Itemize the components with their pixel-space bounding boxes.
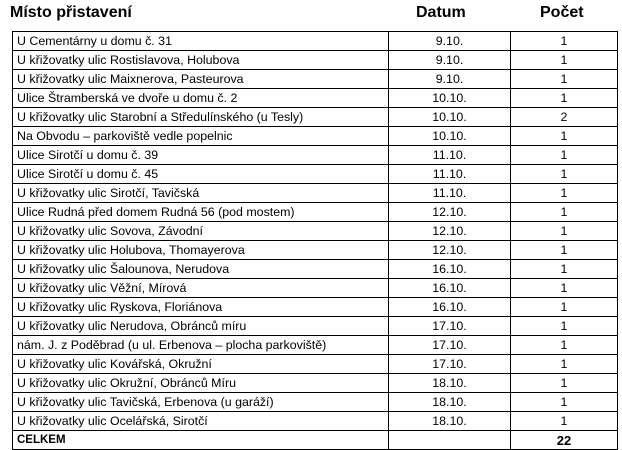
cell-date: 10.10. [389, 108, 511, 127]
cell-place: U křižovatky ulic Sirotčí, Tavičská [13, 184, 389, 203]
cell-count: 1 [511, 127, 618, 146]
cell-count: 1 [511, 393, 618, 412]
cell-place: U křižovatky ulic Holubova, Thomayerova [13, 241, 389, 260]
table-row [13, 241, 618, 260]
cell-date: 12.10. [389, 241, 511, 260]
cell-place: U křižovatky ulic Okružní, Obránců Míru [13, 374, 389, 393]
cell-count: 1 [511, 184, 618, 203]
cell-date: 10.10. [389, 127, 511, 146]
table-row [13, 412, 618, 431]
cell-place: U křižovatky ulic Věžní, Mírová [13, 279, 389, 298]
cell-place: U křižovatky ulic Ocelářská, Sirotčí [13, 412, 389, 431]
cell-place: U křižovatky ulic Tavičská, Erbenova (u garáží) [13, 393, 389, 412]
table-row [13, 146, 618, 165]
cell-date: 17.10. [389, 355, 511, 374]
cell-place: U křižovatky ulic Kovářská, Okružní [13, 355, 389, 374]
cell-count: 1 [511, 355, 618, 374]
column-header-place: Místo přistavení [10, 4, 132, 21]
cell-count: 1 [511, 51, 618, 70]
cell-count: 1 [511, 165, 618, 184]
cell-count: 1 [511, 298, 618, 317]
cell-date: 9.10. [389, 51, 511, 70]
cell-count: 1 [511, 222, 618, 241]
cell-date: 18.10. [389, 393, 511, 412]
cell-date: 18.10. [389, 412, 511, 431]
cell-count: 1 [511, 70, 618, 89]
table-row [13, 165, 618, 184]
cell-date: 10.10. [389, 89, 511, 108]
cell-date: 11.10. [389, 146, 511, 165]
cell-count: 1 [511, 260, 618, 279]
cell-place: U křižovatky ulic Šalounova, Nerudova [13, 260, 389, 279]
table-row [13, 222, 618, 241]
cell-place: U křižovatky ulic Ryskova, Floriánova [13, 298, 389, 317]
cell-count: 1 [511, 374, 618, 393]
table-row [13, 184, 618, 203]
total-count: 22 [511, 431, 618, 450]
cell-place: U křižovatky ulic Maixnerova, Pasteurova [13, 70, 389, 89]
cell-count: 1 [511, 241, 618, 260]
cell-count: 1 [511, 203, 618, 222]
cell-date: 16.10. [389, 260, 511, 279]
cell-date: 11.10. [389, 184, 511, 203]
cell-place: Ulice Štramberská ve dvoře u domu č. 2 [13, 89, 389, 108]
cell-count: 1 [511, 336, 618, 355]
column-header-date: Datum [416, 4, 466, 21]
cell-count: 1 [511, 317, 618, 336]
table-row [13, 393, 618, 412]
table-row [13, 89, 618, 108]
cell-place: U křižovatky ulic Sovova, Závodní [13, 222, 389, 241]
cell-place: U Cementárny u domu č. 31 [13, 32, 389, 51]
table-row [13, 317, 618, 336]
table-row [13, 108, 618, 127]
table-row [13, 70, 618, 89]
cell-date: 18.10. [389, 374, 511, 393]
cell-place: Ulice Rudná před domem Rudná 56 (pod mostem) [13, 203, 389, 222]
cell-count: 1 [511, 279, 618, 298]
cell-count: 1 [511, 89, 618, 108]
table-row [13, 203, 618, 222]
table-row [13, 32, 618, 51]
table-row [13, 336, 618, 355]
cell-place: U křižovatky ulic Nerudova, Obránců míru [13, 317, 389, 336]
cell-date: 17.10. [389, 317, 511, 336]
table-header [10, 0, 618, 30]
cell-date: 11.10. [389, 165, 511, 184]
cell-date: 12.10. [389, 222, 511, 241]
cell-date: 17.10. [389, 336, 511, 355]
table-row [13, 260, 618, 279]
cell-date: 9.10. [389, 70, 511, 89]
cell-place: U křižovatky ulic Starobní a Středulínského (u Tesly) [13, 108, 389, 127]
table-row [13, 279, 618, 298]
cell-date: 9.10. [389, 32, 511, 51]
cell-count: 1 [511, 146, 618, 165]
table-row [13, 298, 618, 317]
cell-count: 1 [511, 32, 618, 51]
total-label: CELKEM [13, 431, 389, 450]
table-row [13, 355, 618, 374]
table-body [13, 32, 618, 450]
cell-place: nám. J. z Poděbrad (u ul. Erbenova – plocha parkoviště) [13, 336, 389, 355]
cell-place: Ulice Sirotčí u domu č. 39 [13, 146, 389, 165]
table-row [13, 127, 618, 146]
cell-place: Na Obvodu – parkoviště vedle popelnic [13, 127, 389, 146]
cell-place: Ulice Sirotčí u domu č. 45 [13, 165, 389, 184]
cell-date: 12.10. [389, 203, 511, 222]
cell-count: 2 [511, 108, 618, 127]
cell-date: 16.10. [389, 279, 511, 298]
cell-count: 1 [511, 412, 618, 431]
column-header-count: Počet [540, 4, 584, 21]
cell-place: U křižovatky ulic Rostislavova, Holubova [13, 51, 389, 70]
table-row [13, 51, 618, 70]
container-schedule-table [12, 31, 618, 450]
table-row [13, 374, 618, 393]
cell-date: 16.10. [389, 298, 511, 317]
